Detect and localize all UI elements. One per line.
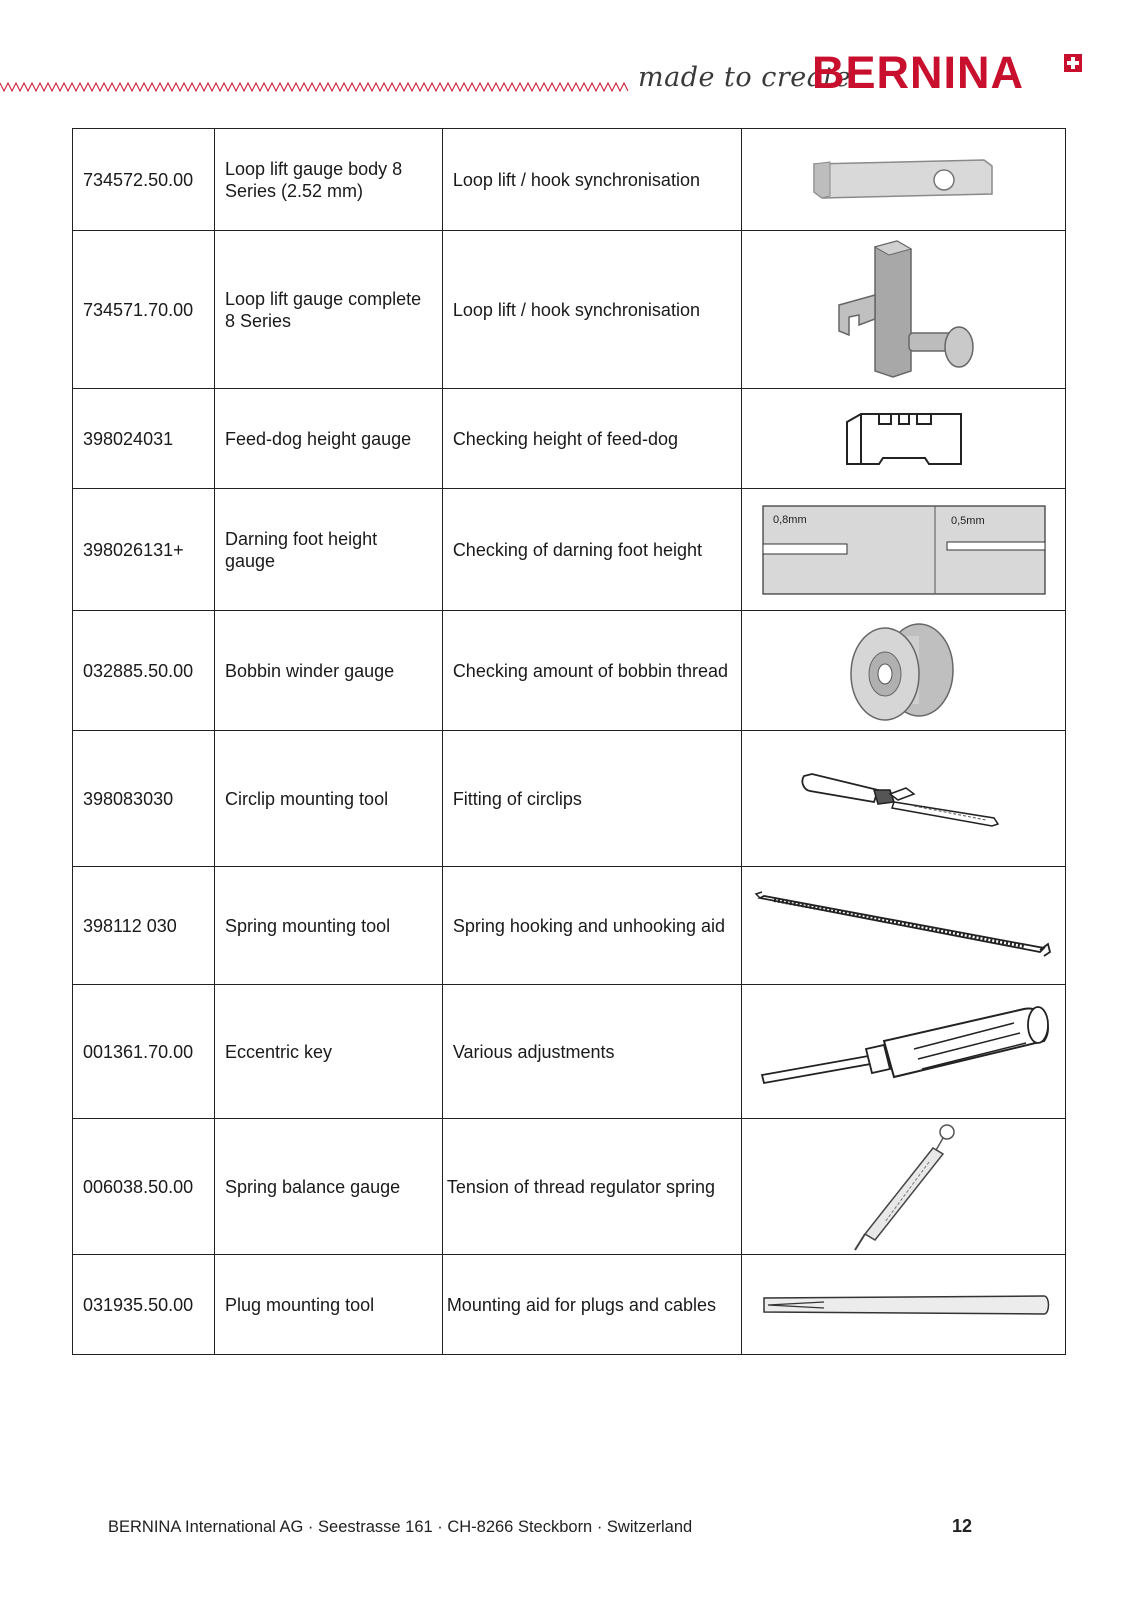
spring-tool-icon [754, 886, 1054, 966]
part-number-cell: 398083030 [73, 731, 215, 867]
tool-name-cell: Feed-dog height gauge [215, 389, 443, 489]
page-number: 12 [952, 1516, 973, 1536]
part-number-cell: 031935.50.00 [73, 1255, 215, 1355]
tool-name-cell: Spring balance gauge [215, 1119, 443, 1255]
tool-name-cell: Spring mounting tool [215, 867, 443, 985]
tool-use-cell: Various adjustments [442, 985, 741, 1119]
table-row [73, 231, 1066, 389]
table-row [73, 867, 1066, 985]
tool-use-cell: Fitting of circlips [442, 731, 741, 867]
part-number-cell: 398112 030 [73, 867, 215, 985]
tool-name-cell: Loop lift gauge body 8 Series (2.52 mm) [215, 129, 443, 231]
eccentric-key-icon [754, 997, 1054, 1107]
table-row [73, 489, 1066, 611]
tool-name-cell: Darning foot height gauge [215, 489, 443, 611]
table-row [73, 389, 1066, 489]
bobbin-gauge-icon [839, 616, 969, 726]
part-number-cell: 398026131+ [73, 489, 215, 611]
decorative-zigzag-line [0, 80, 630, 94]
brand-tagline: made to create [638, 62, 852, 93]
tool-use-cell: Checking height of feed-dog [442, 389, 741, 489]
part-number-cell: 006038.50.00 [73, 1119, 215, 1255]
gauge-label-0-8mm: 0,8mm [772, 513, 807, 526]
table-row [73, 611, 1066, 731]
tool-name-cell: Bobbin winder gauge [215, 611, 443, 731]
tool-use-cell: Mounting aid for plugs and cables [442, 1255, 741, 1355]
part-number-cell: 032885.50.00 [73, 611, 215, 731]
feed-dog-gauge-icon [839, 404, 969, 474]
tool-use-cell: Loop lift / hook synchronisation [442, 231, 741, 389]
spring-balance-icon [829, 1122, 979, 1252]
brand-logo: BERNINA [812, 47, 1025, 98]
table-row [73, 985, 1066, 1119]
loop-lift-gauge-complete-icon [819, 235, 989, 385]
tool-use-cell: Checking amount of bobbin thread [442, 611, 741, 731]
table-row [73, 731, 1066, 867]
tool-name-cell: Eccentric key [215, 985, 443, 1119]
table-row [73, 129, 1066, 231]
gauge-label-0-5mm: 0,5mm [950, 514, 985, 527]
swiss-cross-icon [1064, 54, 1082, 72]
tool-name-cell: Plug mounting tool [215, 1255, 443, 1355]
footer-address: BERNINA International AG · Seestrasse 161 · CH-8266 Steckborn · Switzerland [108, 1518, 693, 1536]
table-row [73, 1255, 1066, 1355]
part-number-cell: 734572.50.00 [73, 129, 215, 231]
plug-tool-icon [754, 1290, 1054, 1320]
tool-name-cell: Loop lift gauge complete 8 Series [215, 231, 443, 389]
tool-name-cell: Circlip mounting tool [215, 731, 443, 867]
tool-use-cell: Loop lift / hook synchronisation [442, 129, 741, 231]
tool-use-cell: Tension of thread regulator spring [442, 1119, 741, 1255]
part-number-cell: 398024031 [73, 389, 215, 489]
loop-lift-gauge-body-icon [804, 150, 1004, 210]
tools-table [72, 128, 1066, 1355]
circlip-tool-icon [794, 764, 1014, 834]
part-number-cell: 734571.70.00 [73, 231, 215, 389]
part-number-cell: 001361.70.00 [73, 985, 215, 1119]
darning-foot-gauge-icon [759, 502, 1049, 598]
table-row [73, 1119, 1066, 1255]
tool-use-cell: Checking of darning foot height [442, 489, 741, 611]
tool-use-cell: Spring hooking and unhooking aid [442, 867, 741, 985]
